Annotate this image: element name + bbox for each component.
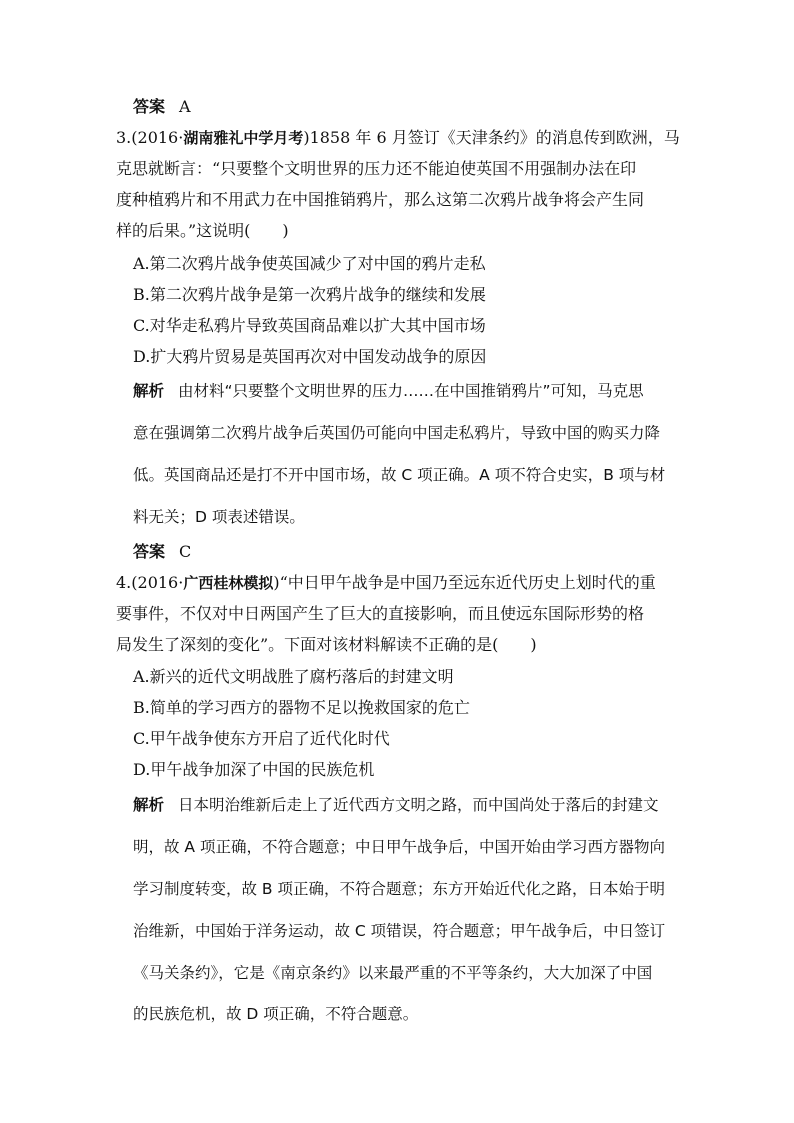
question-3-stem-line-1: 3.(2016·湖南雅礼中学月考)1858 年 6 月签订《天津条约》的消息传到欧洲，马: [116, 128, 680, 147]
answer-label: 答案: [133, 97, 166, 116]
analysis-line-1: 解析 由材料“只要整个文明世界的压力……在中国推销鸦片”可知，马克思: [133, 382, 644, 400]
analysis-line-4: 治维新，中国始于洋务运动，故 C 项错误，符合题意；甲午战争后，中日签订: [133, 922, 666, 940]
answer-value: C: [179, 542, 192, 561]
answer-line-q3: [133, 542, 191, 562]
option-a: A.第二次鸦片战争使英国减少了对中国的鸦片走私: [133, 254, 486, 273]
analysis-line-3: 低。英国商品还是打不开中国市场，故 C 项正确。A 项不符合史实，B 项与材: [133, 466, 666, 484]
option-d: D.扩大鸦片贸易是英国再次对中国发动战争的原因: [133, 347, 487, 366]
question-4-stem-line-2: 要事件，不仅对中日两国产生了巨大的直接影响，而且使远东国际形势的格: [116, 604, 645, 623]
analysis-line-6: 的民族危机，故 D 项正确，不符合题意。: [133, 1005, 419, 1023]
option-a: A.新兴的近代文明战胜了腐朽落后的封建文明: [133, 667, 454, 686]
question-number: 4.(2016·: [116, 573, 184, 592]
analysis-line-1: 解析 日本明治维新后走上了近代西方文明之路，而中国尚处于落后的封建文: [133, 796, 659, 814]
analysis-line-2: 明，故 A 项正确，不符合题意；中日甲午战争后，中国开始由学习西方器物向: [133, 838, 665, 856]
question-3-stem-line-2: 克思就断言：“只要整个文明世界的压力还不能迫使英国不用强制办法在印: [116, 159, 637, 178]
question-source: 湖南雅礼中学月考: [183, 129, 304, 147]
analysis-label: 解析: [133, 382, 165, 400]
answer-line-q2: [133, 97, 191, 117]
option-c: C.对华走私鸦片导致英国商品难以扩大其中国市场: [133, 316, 486, 335]
analysis-line-2: 意在强调第二次鸦片战争后英国仍可能向中国走私鸦片，导致中国的购买力降: [133, 424, 661, 442]
analysis-line-4: 料无关；D 项表述错误。: [133, 508, 305, 526]
question-source: 广西桂林模拟: [183, 574, 274, 592]
option-d: D.甲午战争加深了中国的民族危机: [133, 760, 375, 779]
question-4-stem-line-1: 4.(2016·广西桂林模拟)“中日甲午战争是中国乃至远东近代历史上划时代的重: [116, 573, 656, 592]
question-number: 3.(2016·: [116, 128, 184, 147]
option-b: B.第二次鸦片战争是第一次鸦片战争的继续和发展: [133, 285, 486, 304]
analysis-label: 解析: [133, 796, 165, 814]
question-3-stem-line-4: 样的后果。”这说明( ): [116, 221, 289, 240]
analysis-line-3: 学习制度转变，故 B 项正确，不符合题意；东方开始近代化之路，日本始于明: [133, 880, 665, 898]
answer-label: 答案: [133, 542, 166, 561]
option-b: B.简单的学习西方的器物不足以挽救国家的危亡: [133, 698, 470, 717]
answer-value: A: [179, 97, 191, 116]
question-3-stem-line-3: 度种植鸦片和不用武力在中国推销鸦片，那么这第二次鸦片战争将会产生同: [116, 190, 645, 209]
question-4-stem-line-3: 局发生了深刻的变化”。下面对该材料解读不正确的是( ): [116, 635, 537, 654]
analysis-line-5: 《马关条约》，它是《南京条约》以来最严重的不平等条约，大大加深了中国: [133, 964, 653, 982]
option-c: C.甲午战争使东方开启了近代化时代: [133, 729, 390, 748]
